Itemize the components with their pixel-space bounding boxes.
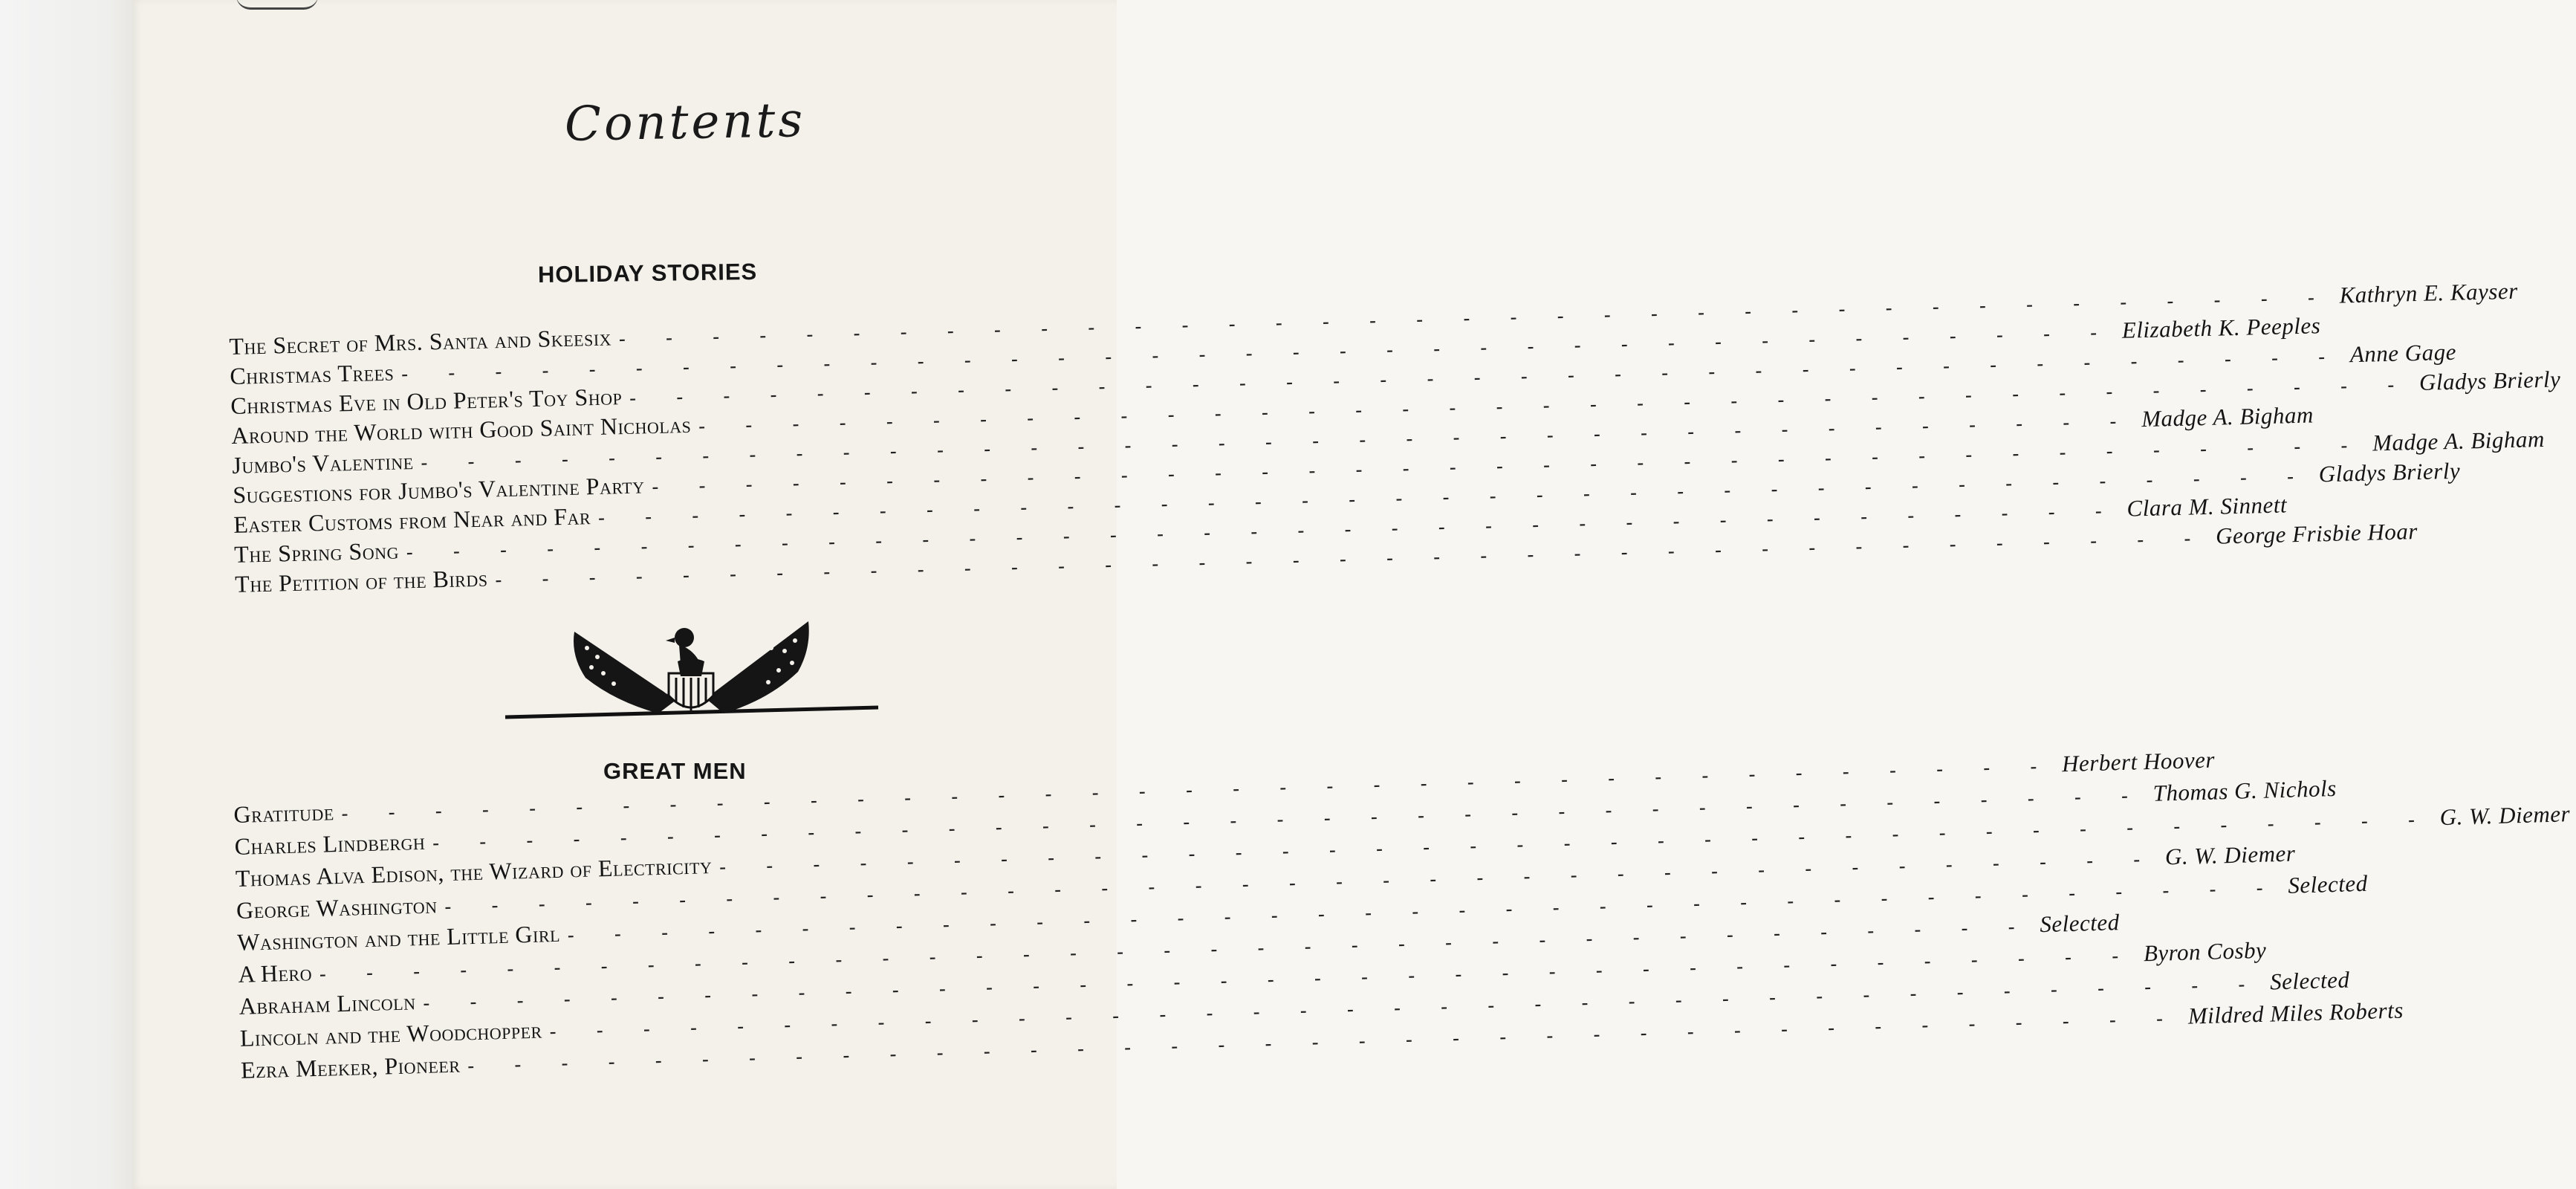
entry-title: Lincoln and the Woodchopper bbox=[239, 1016, 543, 1052]
entry-title: The Secret of Mrs. Santa and Skeesix bbox=[229, 323, 612, 360]
entry-author: Mildred Miles Roberts bbox=[2187, 997, 2404, 1029]
entry-title: Easter Customs from Near and Far bbox=[233, 502, 591, 538]
entry-author: Thomas G. Nichols bbox=[2152, 774, 2337, 806]
entry-author: Selected bbox=[2287, 869, 2369, 898]
section-heading-holiday-stories: HOLIDAY STORIES bbox=[537, 258, 758, 288]
entry-title: Washington and the Little Girl bbox=[236, 919, 561, 956]
entry-author: Gladys Brierly bbox=[2318, 457, 2461, 487]
ornament-icon bbox=[236, 0, 318, 10]
entry-author: Madge A. Bigham bbox=[2372, 425, 2546, 456]
entry-title: Jumbo's Valentine bbox=[231, 447, 414, 479]
entry-title: Christmas Trees bbox=[229, 358, 395, 389]
entry-title: Christmas Eve in Old Peter's Toy Shop bbox=[230, 383, 623, 419]
entry-title: George Washington bbox=[236, 891, 438, 924]
page-title: Contents bbox=[564, 93, 806, 152]
entry-title: Thomas Alva Edison, the Wizard of Electricity bbox=[235, 852, 713, 892]
entry-author: Kathryn E. Kayser bbox=[2339, 277, 2519, 308]
entry-author: Gladys Brierly bbox=[2418, 366, 2561, 395]
entry-author: Madge A. Bigham bbox=[2141, 401, 2314, 432]
entry-author: Clara M. Sinnett bbox=[2126, 491, 2288, 522]
entry-title: Abraham Lincoln bbox=[239, 988, 416, 1020]
entry-author: George Frisbie Hoar bbox=[2215, 518, 2418, 549]
entry-title: The Spring Song bbox=[233, 537, 400, 568]
section-heading-great-men: GREAT MEN bbox=[603, 758, 747, 784]
entry-title: Gratitude bbox=[233, 798, 335, 828]
entry-author: Herbert Hoover bbox=[2061, 746, 2216, 777]
entry-title: Charles Lindbergh bbox=[234, 827, 426, 860]
entry-title: Ezra Meeker, Pioneer bbox=[240, 1050, 461, 1083]
entry-author: Selected bbox=[2269, 966, 2350, 995]
entry-author: Selected bbox=[2039, 909, 2121, 938]
entry-author: G. W. Diemer bbox=[2164, 840, 2296, 870]
eagle-flags-shield-icon bbox=[504, 618, 880, 722]
entry-title: Suggestions for Jumbo's Valentine Party bbox=[232, 471, 645, 508]
toc-list-holiday-stories bbox=[229, 277, 2561, 600]
book-gutter bbox=[0, 0, 132, 1189]
entry-author: Byron Cosby bbox=[2143, 936, 2267, 967]
entry-author: G. W. Diemer bbox=[2439, 800, 2571, 831]
entry-author: Anne Gage bbox=[2349, 338, 2457, 368]
entry-author: Elizabeth K. Peeples bbox=[2121, 312, 2321, 343]
entry-title: A Hero bbox=[238, 959, 313, 988]
entry-title: Around the World with Good Saint Nicholas bbox=[230, 410, 692, 449]
entry-title: The Petition of the Birds bbox=[234, 564, 488, 597]
